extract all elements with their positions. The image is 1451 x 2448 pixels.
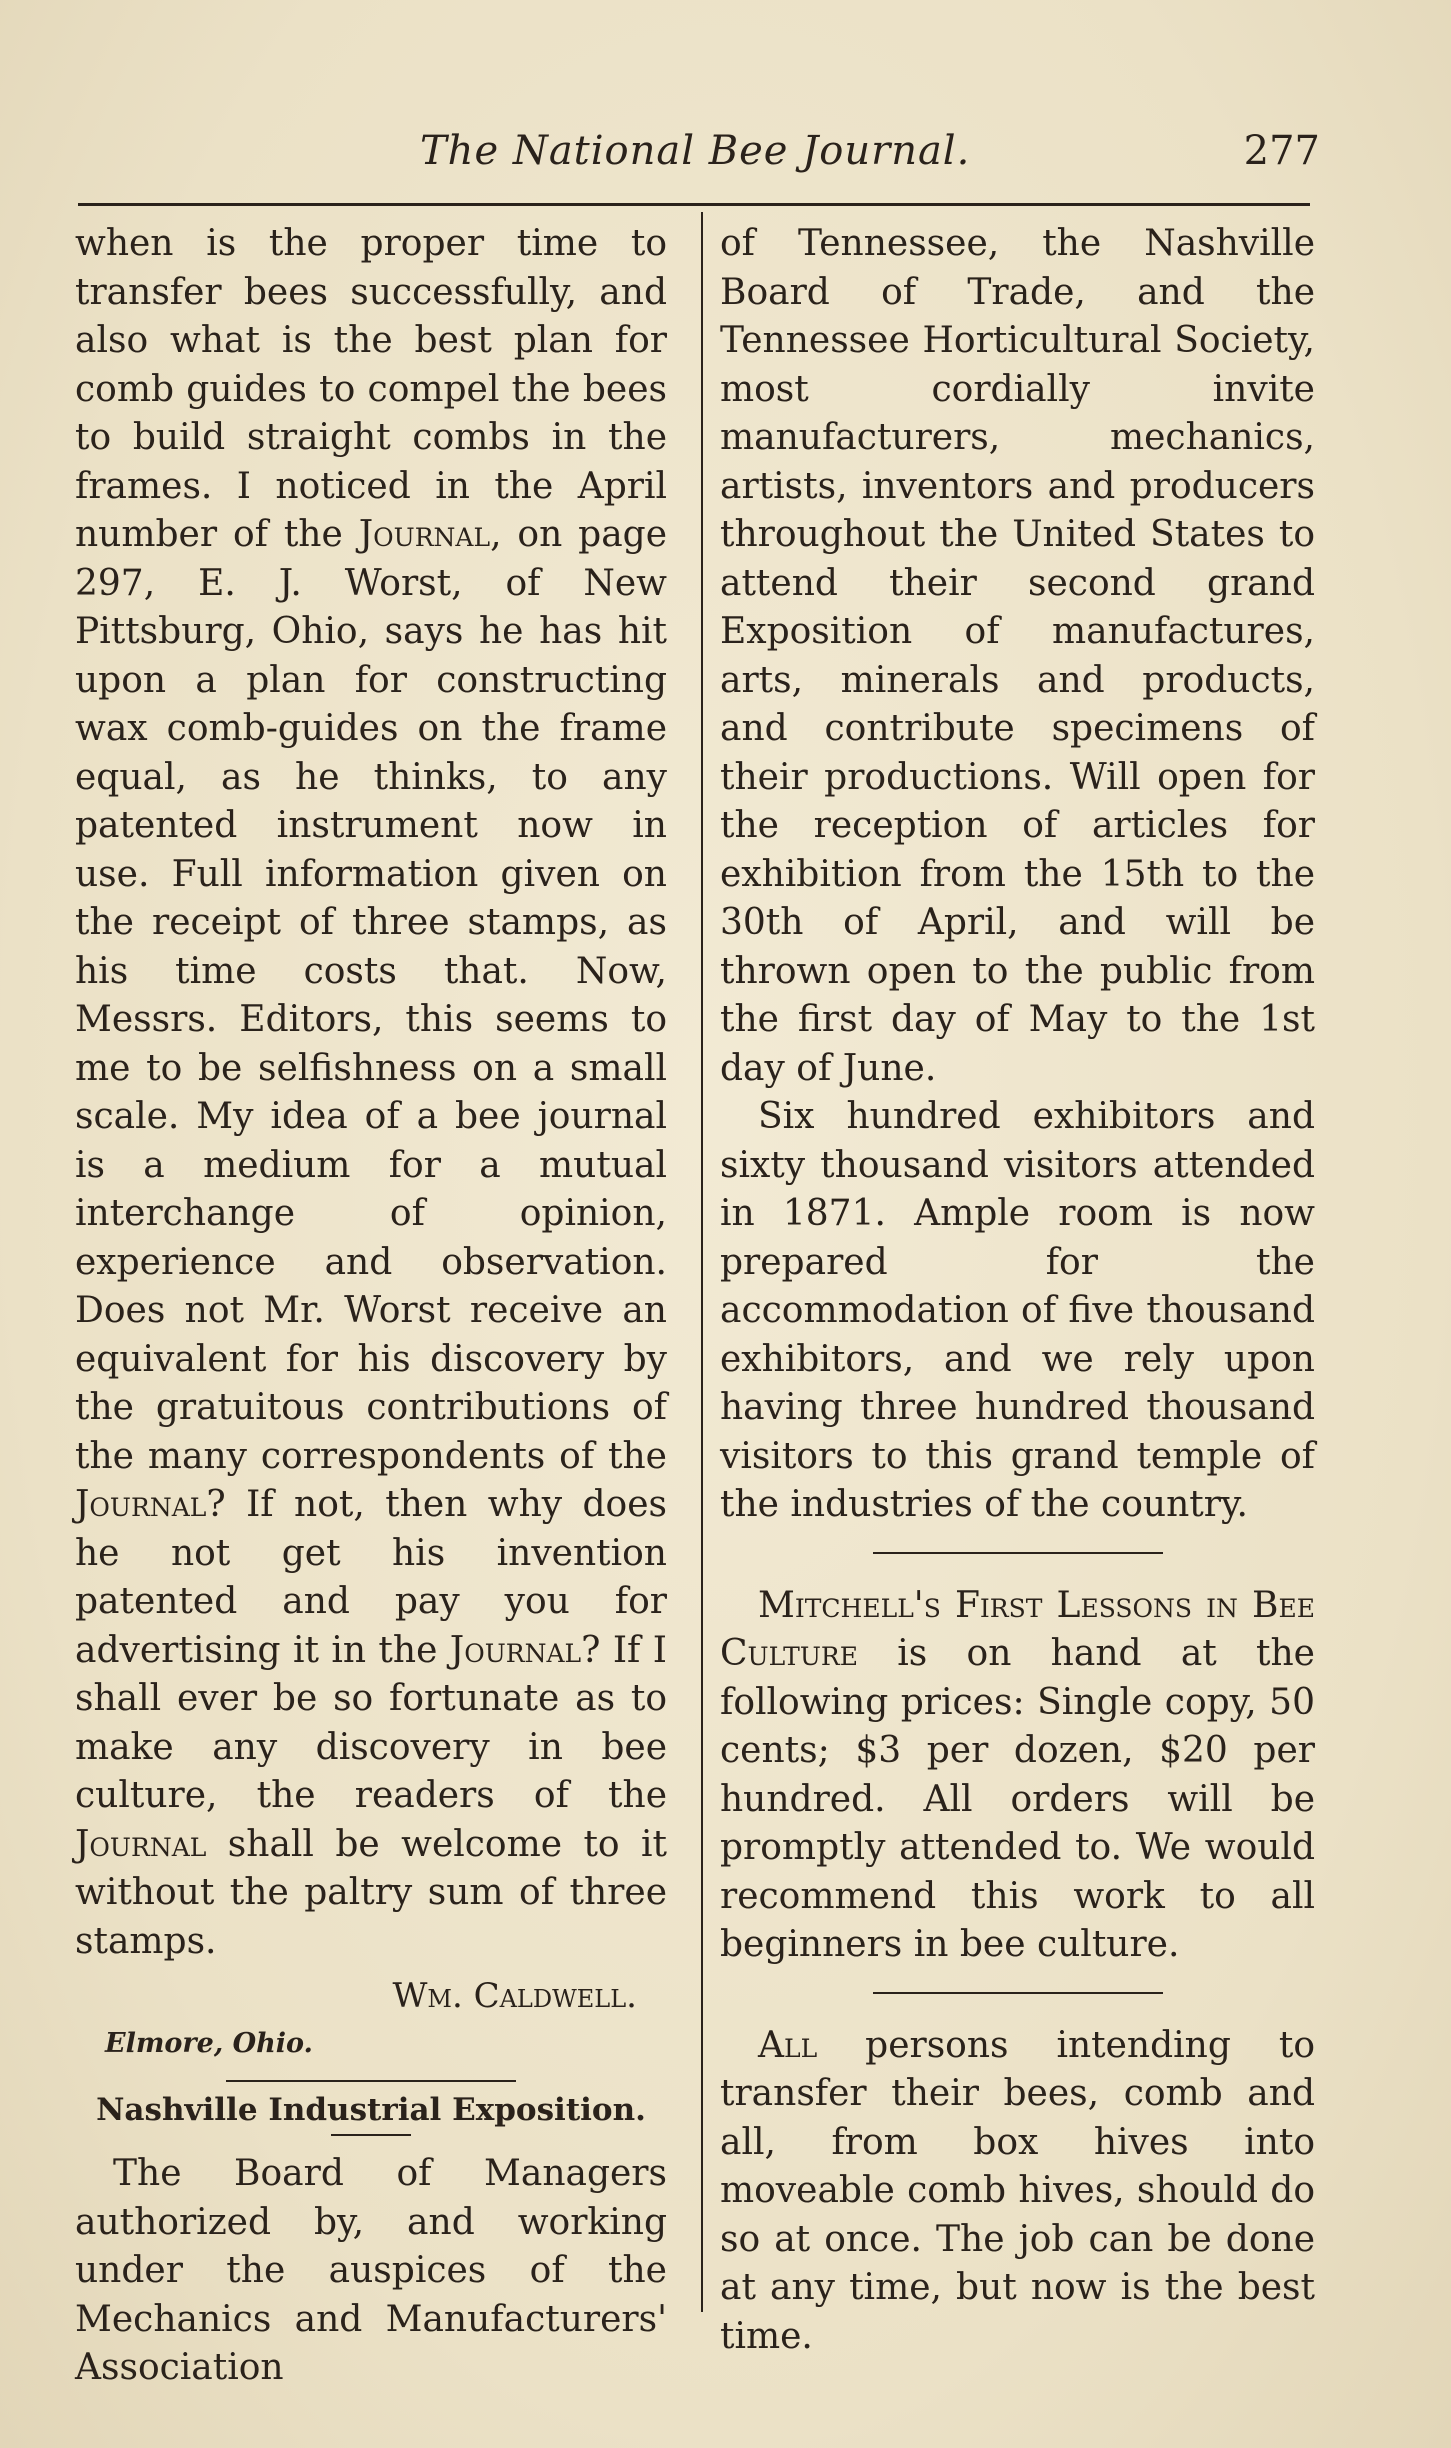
journal-word: Journal: [358, 514, 491, 555]
section-rule: [873, 1992, 1163, 1994]
header-rule: [78, 203, 1310, 206]
heading-underline: [331, 2134, 411, 2136]
column-divider: [701, 212, 703, 2312]
right-column: [720, 220, 1315, 2361]
page-number: 277: [1243, 128, 1320, 174]
section-rule: [226, 2080, 516, 2082]
journal-word: Journal: [449, 1629, 582, 1671]
page-header: [75, 128, 1320, 188]
section-heading: Nashville Industrial Exposition.: [96, 2092, 646, 2128]
left-column: [75, 220, 667, 2393]
exhibitors-paragraph: Six hundred exhibitors and sixty thousand visitors attended in 1871. Ample room is now prepared for the accommodation of five thousand exhibitors, and we rely upon having three hundred thousand visitors to this grand temple of the industries of the country.: [720, 1096, 1315, 1525]
letter-signature: Wm. Caldwell.: [392, 1976, 637, 2016]
exposition-intro: The Board of Managers authorized by, and working under the auspices of the Mechanics and Manufacturers' Association: [75, 2153, 667, 2388]
exposition-paragraph: of Tennessee, the Nashville Board of Trade, and the Tennessee Horticultural Society, most cordially invite manufacturers, mechanics, artists, inventors and producers throughout the United States to attend their second grand Exposition of manufactures, arts, minerals and products, and contribute specimens of their productions. Will open for the reception of articles for exhibition from the 15th to the 30th of April, and will be thrown open to the public from the first day of May to the 1st day of June.: [720, 223, 1315, 1089]
section-rule: [873, 1552, 1163, 1554]
letter-place: Elmore, Ohio.: [105, 2028, 313, 2059]
book-notice-paragraph: Mitchell's First Lessons in Bee Culture is on hand at the following prices: Single copy, 50 cents; $3 per dozen, $20 per hundred. All orders will be promptly attended to. We would recommend this work to all beginners in bee culture.: [720, 1584, 1315, 1965]
book-title: Mitchell's First Lessons in Bee Culture: [720, 1584, 1315, 1674]
journal-word: Journal: [75, 1823, 207, 1865]
transfer-lead: All: [758, 2024, 818, 2066]
transfer-paragraph: All persons intending to transfer their bees, comb and all, from box hives into moveable comb hives, should do so at once. The job can be done at any time, but now is the best time.: [720, 2024, 1315, 2357]
running-title: The National Bee Journal.: [420, 128, 971, 174]
letter-paragraph: when is the proper time to transfer bees successfully, and also what is the best plan for comb guides to compel the bees to build straight combs in the frames. I noticed in the April number of the Journal, on page 297, E. J. Worst, of New Pittsburg, Ohio, says he has hit upon a plan for constructing wax comb-guides on the frame equal, as he thinks, to any patented instrument now in use. Full information given on the receipt of three stamps, as his time costs that. Now, Messrs. Editors, this seems to me to be selfishness on a small scale. My idea of a bee journal is a medium for a mutual interchange of opinion, experience and observation. Does not Mr. Worst receive an equivalent for his discovery by the gratuitous contributions of the many correspondents of the Journal? If not, then why does he not get his invention patented and pay you for advertising it in the Journal? If I shall ever be so fortunate as to make any discovery in bee culture, the readers of the Journal shall be welcome to it without the paltry sum of three stamps.: [75, 223, 668, 1962]
journal-word: Journal: [75, 1484, 207, 1525]
